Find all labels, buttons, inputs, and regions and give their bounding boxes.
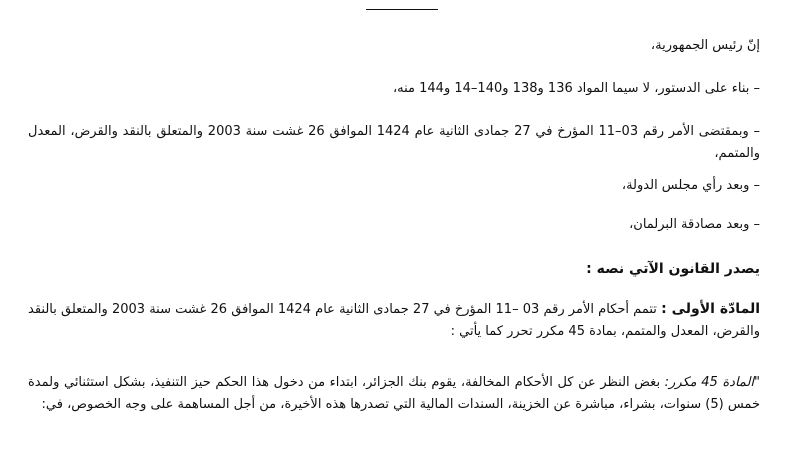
opinion-council: – وبعد رأي مجلس الدولة، xyxy=(621,178,760,193)
article-one-title: المادّة الأولى : xyxy=(661,301,761,317)
article-one xyxy=(28,298,760,343)
article-45bis xyxy=(28,372,760,416)
article-one-body: تتمم أحكام الأمر رقم 03 –11 المؤرخ في 27 جمادى الثانية عام 1424 الموافق 26 غشت سنة 2003 والمتعلق بالنقد والقرض، المعدل والمتمم، بمادة 45 مكرر تحرر كما يأتي : xyxy=(28,302,760,339)
top-divider xyxy=(366,9,438,10)
basis-constitution: – بناء على الدستور، لا سيما المواد 136 و138 و140–14 و144 منه، xyxy=(392,81,760,96)
article-45bis-title: "المادة 45 مكرر: xyxy=(664,375,761,390)
promulgation-heading: يصدر القانون الآتي نصه : xyxy=(586,261,760,277)
parliament-approval: – وبعد مصادقة البرلمان، xyxy=(629,217,760,232)
basis-ordinance: – وبمقتضى الأمر رقم 03–11 المؤرخ في 27 جمادى الثانية عام 1424 الموافق 26 غشت سنة 2003 والمتعلق بالنقد والقرض، المعدل والمتمم، xyxy=(28,124,760,161)
president-line: إنّ رئيس الجمهورية، xyxy=(650,38,760,53)
article-45bis-body: بغض النظر عن كل الأحكام المخالفة، يقوم بنك الجزائر، ابتداء من دخول هذا الحكم حيز التنفيذ، بشكل استثنائي ولمدة خمس (5) سنوات، بشراء، مباشرة عن الخزينة، السندات المالية التي تصدرها هذه الأخيرة، من أجل المساهمة على وجه الخصوص، في: xyxy=(28,375,760,412)
